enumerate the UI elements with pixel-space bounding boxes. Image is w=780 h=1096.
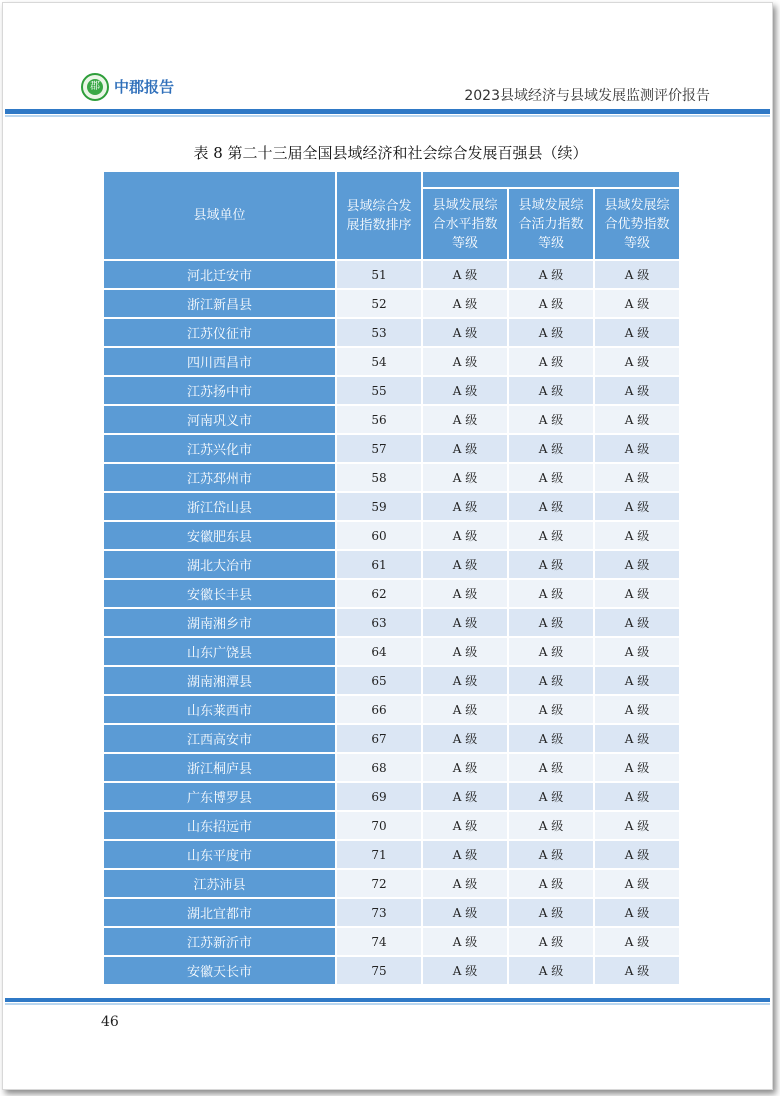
rank-cell: 64 — [337, 638, 421, 665]
advantage-cell: A 级 — [595, 667, 679, 694]
level-cell: A 级 — [423, 696, 507, 723]
rank-cell: 58 — [337, 464, 421, 491]
advantage-cell: A 级 — [595, 928, 679, 955]
county-cell: 河北迁安市 — [104, 261, 335, 288]
advantage-cell: A 级 — [595, 406, 679, 433]
rank-cell: 74 — [337, 928, 421, 955]
vitality-cell: A 级 — [509, 899, 593, 926]
advantage-cell: A 级 — [595, 580, 679, 607]
level-cell: A 级 — [423, 319, 507, 346]
level-cell: A 级 — [423, 261, 507, 288]
vitality-cell: A 级 — [509, 870, 593, 897]
county-cell: 江苏新沂市 — [104, 928, 335, 955]
level-cell: A 级 — [423, 377, 507, 404]
header-advantage: 县域发展综合优势指数等级 — [595, 189, 679, 259]
logo-char: 郡 — [87, 79, 103, 95]
advantage-cell: A 级 — [595, 638, 679, 665]
rank-cell: 75 — [337, 957, 421, 984]
table-row — [104, 580, 679, 607]
rank-cell: 60 — [337, 522, 421, 549]
county-cell: 浙江岱山县 — [104, 493, 335, 520]
level-cell: A 级 — [423, 957, 507, 984]
rank-cell: 66 — [337, 696, 421, 723]
level-cell: A 级 — [423, 609, 507, 636]
rank-cell: 53 — [337, 319, 421, 346]
rank-cell: 61 — [337, 551, 421, 578]
page-number: 46 — [101, 1014, 119, 1030]
vitality-cell: A 级 — [509, 551, 593, 578]
county-cell: 广东博罗县 — [104, 783, 335, 810]
rank-cell: 67 — [337, 725, 421, 752]
vitality-cell: A 级 — [509, 609, 593, 636]
table-row — [104, 377, 679, 404]
level-cell: A 级 — [423, 841, 507, 868]
report-title: 2023县域经济与县域发展监测评价报告 — [464, 88, 710, 104]
vitality-cell: A 级 — [509, 696, 593, 723]
level-cell: A 级 — [423, 493, 507, 520]
level-cell: A 级 — [423, 551, 507, 578]
advantage-cell: A 级 — [595, 493, 679, 520]
vitality-cell: A 级 — [509, 580, 593, 607]
vitality-cell: A 级 — [509, 435, 593, 462]
table-body — [104, 261, 679, 984]
advantage-cell: A 级 — [595, 696, 679, 723]
level-cell: A 级 — [423, 812, 507, 839]
level-cell: A 级 — [423, 348, 507, 375]
county-cell: 山东平度市 — [104, 841, 335, 868]
rank-cell: 73 — [337, 899, 421, 926]
county-cell: 浙江桐庐县 — [104, 754, 335, 781]
advantage-cell: A 级 — [595, 754, 679, 781]
level-cell: A 级 — [423, 464, 507, 491]
county-cell: 江苏扬中市 — [104, 377, 335, 404]
vitality-cell: A 级 — [509, 406, 593, 433]
vitality-cell: A 级 — [509, 319, 593, 346]
level-cell: A 级 — [423, 899, 507, 926]
header-county: 县域单位 — [104, 172, 335, 259]
level-cell: A 级 — [423, 406, 507, 433]
vitality-cell: A 级 — [509, 957, 593, 984]
table-row — [104, 609, 679, 636]
level-cell: A 级 — [423, 522, 507, 549]
county-cell: 安徽肥东县 — [104, 522, 335, 549]
advantage-cell: A 级 — [595, 435, 679, 462]
level-cell: A 级 — [423, 638, 507, 665]
vitality-cell: A 级 — [509, 783, 593, 810]
table-row — [104, 957, 679, 984]
header-group-strip — [423, 172, 679, 187]
level-cell: A 级 — [423, 435, 507, 462]
advantage-cell: A 级 — [595, 464, 679, 491]
advantage-cell: A 级 — [595, 348, 679, 375]
advantage-cell: A 级 — [595, 841, 679, 868]
vitality-cell: A 级 — [509, 667, 593, 694]
table-row — [104, 522, 679, 549]
table-row — [104, 464, 679, 491]
county-cell: 湖北宜都市 — [104, 899, 335, 926]
vitality-cell: A 级 — [509, 493, 593, 520]
level-cell: A 级 — [423, 580, 507, 607]
level-cell: A 级 — [423, 783, 507, 810]
rank-cell: 55 — [337, 377, 421, 404]
logo-icon — [81, 73, 109, 101]
level-cell: A 级 — [423, 928, 507, 955]
vitality-cell: A 级 — [509, 638, 593, 665]
county-cell: 江苏兴化市 — [104, 435, 335, 462]
rank-cell: 70 — [337, 812, 421, 839]
county-cell: 四川西昌市 — [104, 348, 335, 375]
brand-name: 中郡报告 — [114, 78, 175, 96]
level-cell: A 级 — [423, 290, 507, 317]
vitality-cell: A 级 — [509, 812, 593, 839]
table-row — [104, 841, 679, 868]
vitality-cell: A 级 — [509, 725, 593, 752]
table-row — [104, 406, 679, 433]
rank-cell: 69 — [337, 783, 421, 810]
level-cell: A 级 — [423, 667, 507, 694]
table-row — [104, 290, 679, 317]
footer-rule-thin — [5, 1003, 770, 1005]
header-rule-thin — [5, 115, 770, 117]
header-level: 县域发展综合水平指数等级 — [423, 189, 507, 259]
advantage-cell: A 级 — [595, 899, 679, 926]
level-cell: A 级 — [423, 725, 507, 752]
county-cell: 湖南湘潭县 — [104, 667, 335, 694]
advantage-cell: A 级 — [595, 870, 679, 897]
advantage-cell: A 级 — [595, 609, 679, 636]
vitality-cell: A 级 — [509, 928, 593, 955]
advantage-cell: A 级 — [595, 725, 679, 752]
county-cell: 安徽长丰县 — [104, 580, 335, 607]
table-row — [104, 319, 679, 346]
rank-cell: 63 — [337, 609, 421, 636]
county-cell: 浙江新昌县 — [104, 290, 335, 317]
footer-rule — [5, 998, 770, 1002]
table-row — [104, 725, 679, 752]
table-row — [104, 638, 679, 665]
rank-cell: 54 — [337, 348, 421, 375]
county-cell: 安徽天长市 — [104, 957, 335, 984]
county-cell: 江苏邳州市 — [104, 464, 335, 491]
advantage-cell: A 级 — [595, 261, 679, 288]
rank-cell: 56 — [337, 406, 421, 433]
table-row — [104, 493, 679, 520]
table-row — [104, 435, 679, 462]
document-page — [2, 2, 773, 1090]
county-cell: 山东莱西市 — [104, 696, 335, 723]
table-row — [104, 812, 679, 839]
advantage-cell: A 级 — [595, 957, 679, 984]
vitality-cell: A 级 — [509, 290, 593, 317]
rank-cell: 51 — [337, 261, 421, 288]
table-row — [104, 928, 679, 955]
advantage-cell: A 级 — [595, 377, 679, 404]
advantage-cell: A 级 — [595, 783, 679, 810]
vitality-cell: A 级 — [509, 261, 593, 288]
county-cell: 山东招远市 — [104, 812, 335, 839]
county-cell: 湖北大冶市 — [104, 551, 335, 578]
table-row — [104, 899, 679, 926]
advantage-cell: A 级 — [595, 290, 679, 317]
advantage-cell: A 级 — [595, 319, 679, 346]
advantage-cell: A 级 — [595, 812, 679, 839]
rank-cell: 65 — [337, 667, 421, 694]
rank-cell: 62 — [337, 580, 421, 607]
table-row — [104, 696, 679, 723]
header-vitality: 县域发展综合活力指数等级 — [509, 189, 593, 259]
county-cell: 山东广饶县 — [104, 638, 335, 665]
vitality-cell: A 级 — [509, 841, 593, 868]
header-rank: 县域综合发展指数排序 — [337, 172, 421, 259]
vitality-cell: A 级 — [509, 754, 593, 781]
table-row — [104, 783, 679, 810]
vitality-cell: A 级 — [509, 377, 593, 404]
header-rule — [5, 109, 770, 114]
rank-cell: 72 — [337, 870, 421, 897]
county-cell: 江西高安市 — [104, 725, 335, 752]
level-cell: A 级 — [423, 870, 507, 897]
rank-cell: 59 — [337, 493, 421, 520]
level-cell: A 级 — [423, 754, 507, 781]
county-cell: 江苏沛县 — [104, 870, 335, 897]
vitality-cell: A 级 — [509, 522, 593, 549]
rank-cell: 71 — [337, 841, 421, 868]
advantage-cell: A 级 — [595, 551, 679, 578]
vitality-cell: A 级 — [509, 348, 593, 375]
table-row — [104, 870, 679, 897]
rank-cell: 68 — [337, 754, 421, 781]
rank-cell: 52 — [337, 290, 421, 317]
vitality-cell: A 级 — [509, 464, 593, 491]
county-cell: 湖南湘乡市 — [104, 609, 335, 636]
table-row — [104, 551, 679, 578]
advantage-cell: A 级 — [595, 522, 679, 549]
table-row — [104, 348, 679, 375]
table-row — [104, 261, 679, 288]
table-caption: 表 8 第二十三届全国县域经济和社会综合发展百强县（续） — [193, 144, 588, 162]
table-row — [104, 754, 679, 781]
county-cell: 河南巩义市 — [104, 406, 335, 433]
rank-cell: 57 — [337, 435, 421, 462]
county-cell: 江苏仪征市 — [104, 319, 335, 346]
table-row — [104, 667, 679, 694]
ranking-table — [102, 170, 681, 986]
